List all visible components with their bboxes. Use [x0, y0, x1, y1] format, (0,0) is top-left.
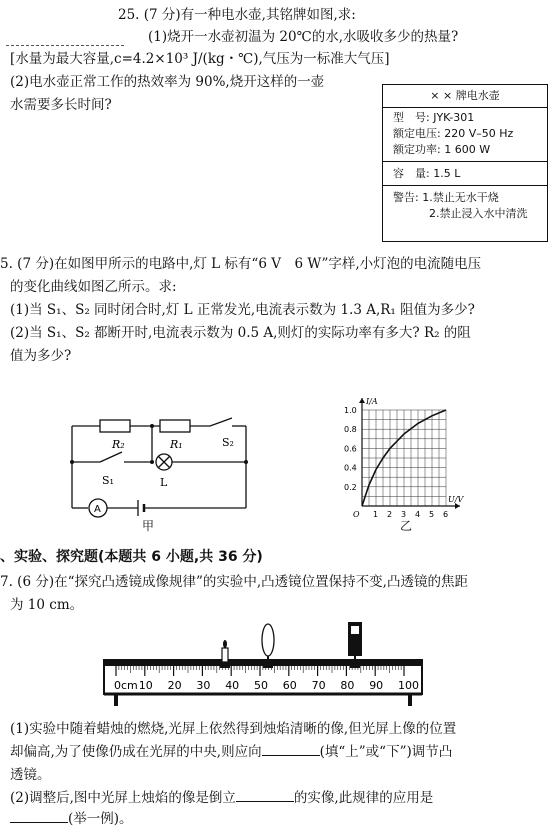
r1-label: R₁ — [170, 438, 183, 451]
nameplate-voltage: 额定电压: 220 V–50 Hz — [393, 127, 514, 140]
y-tick-label: 0.2 — [344, 482, 357, 492]
q27-part1-line-2 — [10, 743, 452, 761]
q27-part1-text-a: 却偏高,为了使像仍成在光屏的中央,则应向 — [10, 744, 262, 760]
answer-blank-1[interactable] — [262, 743, 320, 756]
nameplate-capacity: 容 量: 1.5 L — [393, 167, 461, 180]
ruler-label: 60 — [282, 679, 297, 692]
q27-line-1: 7. (6 分)在“探究凸透镜成像规律”的实验中,凸透镜位置保持不变,凸透镜的焦距 — [0, 574, 468, 590]
q25-line-3: [水量为最大容量,c=4.2×10³ J/(kg・℃),气压为一标准大气压] — [10, 51, 390, 67]
ruler-label: 20 — [167, 679, 182, 692]
q25-line-2: (1)烧开一水壶初温为 20℃的水,水吸收多少的热量? — [148, 29, 459, 45]
section-heading: 、实验、探究题(本题共 6 小题,共 36 分) — [0, 549, 263, 565]
q26-line-1: 5. (7 分)在如图甲所示的电路中,灯 L 标有“6 V 6 W”字样,小灯泡的电流随电压 — [0, 256, 482, 272]
x-tick-label: 6 — [443, 510, 449, 519]
q27-part2-text-a: (2)调整后,图中光屏上烛焰的像是倒立 — [10, 790, 236, 806]
kettle-nameplate — [382, 84, 548, 242]
answer-blank-3[interactable] — [10, 810, 68, 823]
ruler-label: 30 — [196, 679, 211, 692]
q27-part1-line-3: 透镜。 — [10, 767, 51, 783]
q27-part2-text-c: (举一例)。 — [68, 811, 133, 827]
q27-part2-text-b: 的实像,此规律的应用是 — [293, 790, 434, 806]
s2-label: S₂ — [222, 436, 234, 449]
lamp-label: L — [160, 476, 168, 489]
y-axis-label: I/A — [366, 397, 378, 406]
q25-line-5: 水需要多长时间? — [10, 97, 112, 113]
nameplate-divider — [383, 185, 547, 186]
q27-part1-line-1: (1)实验中随着蜡烛的燃烧,光屏上依然得到烛焰清晰的像,但光屏上像的位置 — [10, 721, 457, 737]
r2-label: R₂ — [112, 438, 125, 451]
y-tick-label: 0.8 — [344, 425, 357, 435]
y-axis-arrow — [359, 398, 365, 403]
y-tick-label: 0.4 — [344, 463, 357, 473]
nameplate-power: 额定功率: 1 600 W — [393, 143, 491, 156]
ruler-label: 100 — [398, 679, 419, 692]
iu-graph — [340, 392, 470, 524]
ruler-label: 80 — [340, 679, 355, 692]
ruler-label: 10 — [138, 679, 153, 692]
nameplate-warning-1: 警告: 1.禁止无水干烧 — [393, 191, 499, 204]
q27-line-2: 为 10 cm。 — [10, 597, 84, 613]
ruler-label: 50 — [254, 679, 268, 692]
ammeter-label: A — [94, 504, 101, 515]
q25-line-1: 25. (7 分)有一种电水壶,其铭牌如图,求: — [118, 7, 356, 23]
s1-label: S₁ — [102, 474, 114, 487]
origin-label: O — [353, 510, 360, 519]
nameplate-model: 型 号: JYK-301 — [393, 111, 475, 124]
ruler-label: 70 — [311, 679, 326, 692]
q26-line-3: (1)当 S₁、S₂ 同时闭合时,灯 L 正常发光,电流表示数为 1.3 A,R₁ 阻值为多少? — [10, 302, 475, 318]
x-tick-label: 4 — [415, 510, 421, 519]
x-tick-label: 3 — [401, 510, 407, 519]
nameplate-divider — [383, 107, 547, 108]
q26-line-2: 的变化曲线如图乙所示。求: — [10, 279, 177, 295]
x-tick-label: 2 — [387, 510, 393, 519]
x-axis-label: U/V — [448, 495, 464, 504]
nameplate-title: × × 牌电水壶 — [430, 89, 500, 102]
optical-bench — [100, 618, 430, 713]
nameplate-warning-2: 2.禁止浸入水中清洗 — [429, 207, 528, 220]
q27-part1-text-b: (填“上”或“下”)调节凸 — [319, 744, 453, 760]
answer-blank-2[interactable] — [236, 789, 294, 802]
y-tick-label: 1.0 — [344, 406, 357, 415]
figure-b-caption: 乙 — [400, 519, 413, 533]
q27-part2-line-2 — [10, 810, 133, 828]
x-tick-label: 1 — [373, 510, 379, 519]
y-tick-label: 0.6 — [344, 444, 357, 454]
candle — [220, 640, 230, 668]
dashed-divider — [6, 45, 124, 46]
figure-a-caption: 甲 — [142, 519, 155, 533]
q27-part2-line-1 — [10, 789, 433, 807]
q25-line-4: (2)电水壶正常工作的热效率为 90%,烧开这样的一壶 — [10, 74, 325, 90]
q26-line-4: (2)当 S₁、S₂ 都断开时,电流表示数为 0.5 A,则灯的实际功率有多大? R₂ 的阻 — [10, 325, 471, 341]
x-tick-label: 5 — [429, 510, 435, 519]
circuit-diagram — [60, 410, 260, 530]
ruler-label: 90 — [369, 679, 384, 692]
ruler-label: 0cm — [114, 679, 138, 692]
ruler-label: 40 — [225, 679, 240, 692]
q26-line-5: 值为多少? — [10, 348, 72, 364]
nameplate-divider — [383, 161, 547, 162]
